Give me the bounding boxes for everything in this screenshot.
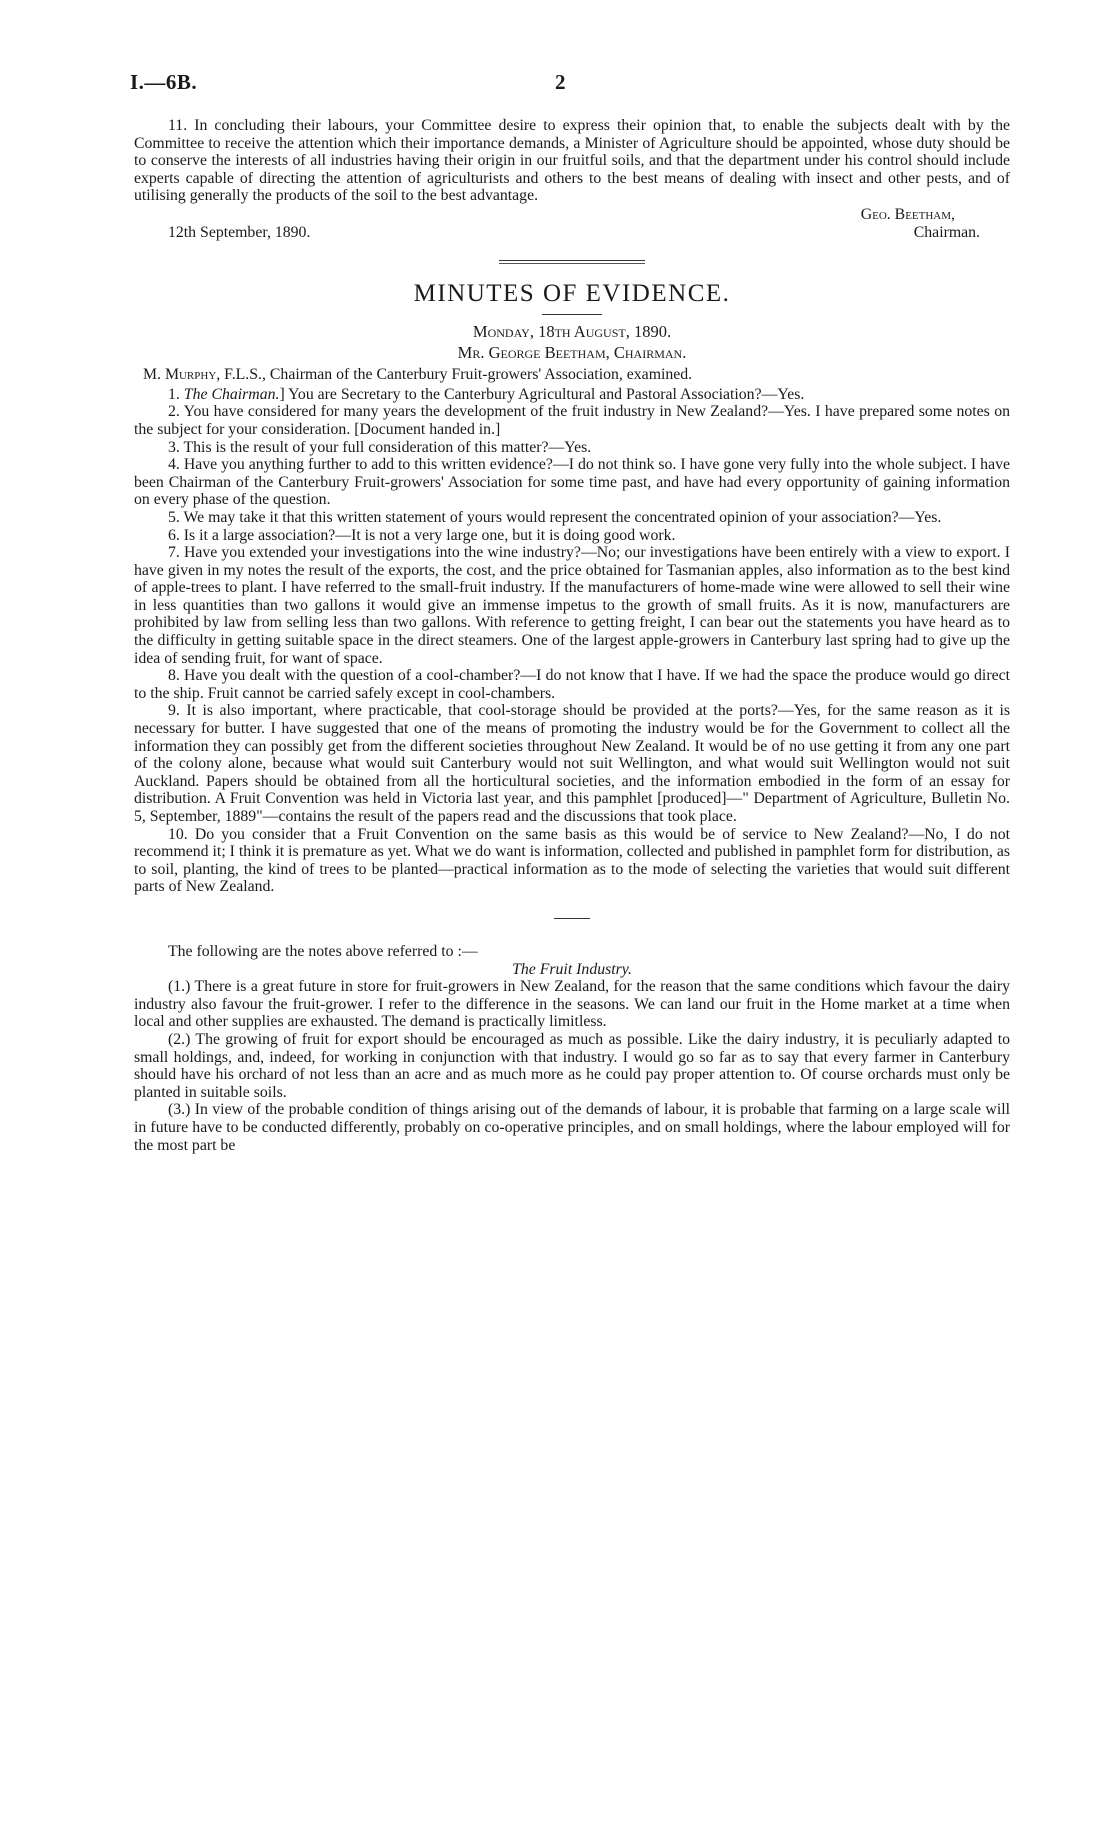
question-10: 10. Do you consider that a Fruit Convention on the same basis as this would be of service to New Zealand?—No, I do not recommend it; I think it is premature as yet. What we do want is information, collected and published in pamphlet form for distribution, as to soil, planting, the kind of trees to be planted—practical information as to the mode of selecting the varieties that would suit different parts of New Zealand.	[134, 825, 1010, 896]
page-number: 2	[555, 70, 566, 94]
report-date: 12th September, 1890.	[168, 223, 311, 241]
question-number: 1.	[168, 385, 184, 403]
signature-title: Chairman.	[913, 223, 980, 241]
question-2: 2. You have considered for many years the development of the fruit industry in New Zealand?—Yes. I have prepared some notes on the subject for your consideration. [Document handed in.]	[134, 403, 1010, 438]
question-5: 5. We may take it that this written statement of yours would represent the concentrated opinion of your association?—Yes.	[168, 508, 942, 526]
note-1: (1.) There is a great future in store for fruit-growers in New Zealand, for the reason that the same conditions which favour the dairy industry also favour the fruit-grower. I refer to the difference in the seasons. We can land our fruit in the Home market at a time when local and other supplies are exhausted. The demand is practically limitless.	[134, 978, 1010, 1031]
report-paragraph-11: 11. In concluding their labours, your Committee desire to express their opinion that, to enable the subjects dealt with by the Committee to receive the attention which their importance demands, a Minister of Agriculture should be appointed, whose duty should be to conserve the interests of all industries having their origin in our fruitful soils, and that the department under his control should include experts capable of directing the attention of agriculturists and others to the best means of dealing with insect and other pests, and of utilising generally the products of the soil to the best advantage.	[134, 117, 1010, 205]
page-header	[130, 70, 1010, 98]
title-underline	[542, 314, 602, 315]
question-4: 4. Have you anything further to add to this written evidence?—I do not think so. I have gone very fully into the whole subject. I have been Chairman of the Canterbury Fruit-growers' Association for some time past, and have had every opportunity of gaining information on every phase of the question.	[134, 456, 1010, 509]
sitting-date: Monday, 18th August, 1890.	[472, 321, 672, 341]
notes-title: The Fruit Industry.	[512, 960, 632, 978]
chair-line: Mr. George Beetham, Chairman.	[457, 342, 687, 362]
question-1-text: ] You are Secretary to the Canterbury Agricultural and Pastoral Association?—Yes.	[279, 385, 805, 403]
minutes-title: MINUTES OF EVIDENCE.	[413, 279, 731, 307]
note-2: (2.) The growing of fruit for export should be encouraged as much as possible. Like the dairy industry, it is peculiarly adapted to small holdings, and, indeed, for working in conjunction with that industry. I would go so far as to say that every farmer in Canterbury should have his orchard of not less than an acre and as much more as he could pay proper attention to. Of course orchards must only be planted in suitable soils.	[134, 1030, 1010, 1101]
witness-line	[134, 366, 1010, 384]
question-1	[134, 386, 1010, 404]
witness-name: M. Murphy,	[143, 366, 221, 384]
document-reference: I.—6B.	[130, 70, 198, 94]
signature-name: Geo. Beetham,	[860, 205, 955, 223]
section-divider	[499, 260, 645, 264]
question-3: 3. This is the result of your full consideration of this matter?—Yes.	[168, 438, 592, 456]
question-7: 7. Have you extended your investigations into the wine industry?—No; our investigations have been entirely with a view to export. I have given in my notes the result of the exports, the cost, and the price obtained for Tasmanian apples, also information as to the best kind of apple-trees to plant. I have referred to the small-fruit industry. If the manufacturers of home-made wine were allowed to sell their wine in less quantities than two gallons it would give an immense impetus to the growth of small fruits. As it is now, manufacturers are prohibited by law from selling less than two gallons. With reference to getting freight, I can bear out the statements you have heard as to the difficulty in getting suitable space in the direct steamers. One of the largest apple-growers in Canterbury last spring had to give up the idea of sending fruit, for want of space.	[134, 544, 1010, 667]
question-8: 8. Have you dealt with the question of a cool-chamber?—I do not know that I have. If we had the space the produce would go direct to the ship. Fruit cannot be carried safely except in cool-chambers.	[134, 667, 1010, 702]
signature-block	[134, 206, 1010, 241]
question-6: 6. Is it a large association?—It is not a very large one, but it is doing good work.	[168, 526, 676, 544]
note-3: (3.) In view of the probable condition of things arising out of the demands of labour, it is probable that farming on a large scale will in future have to be conducted differently, probably on co-operative principles, and on small holdings, where the labour employed will for the most part be	[134, 1101, 1010, 1154]
questioner-name: The Chairman.	[183, 385, 280, 403]
page-body	[134, 117, 1010, 1154]
question-9: 9. It is also important, where practicable, that cool-storage should be provided at the ports?—Yes, for the same reason as it is necessary for butter. I have suggested that one of the means of promoting the industry would be for the Government to collect all the information they can possibly get from the different societies throughout New Zealand. It would be of no use getting it from any one part of the colony alone, because what would suit Canterbury would not suit Wellington, and what would suit Wellington would not suit Auckland. Papers should be obtained from all the horticultural societies, and the information embodied in the form of an essay for distribution. A Fruit Convention was held in Victoria last year, and this pamphlet [produced]—" Department of Agriculture, Bulletin No. 5, September, 1889"—contains the result of the papers read and the discussions that took place.	[134, 702, 1010, 825]
notes-divider	[554, 918, 590, 919]
witness-description: F.L.S., Chairman of the Canterbury Fruit-growers' Association, examined.	[220, 366, 693, 384]
notes-intro: The following are the notes above referred to :—	[168, 942, 478, 960]
